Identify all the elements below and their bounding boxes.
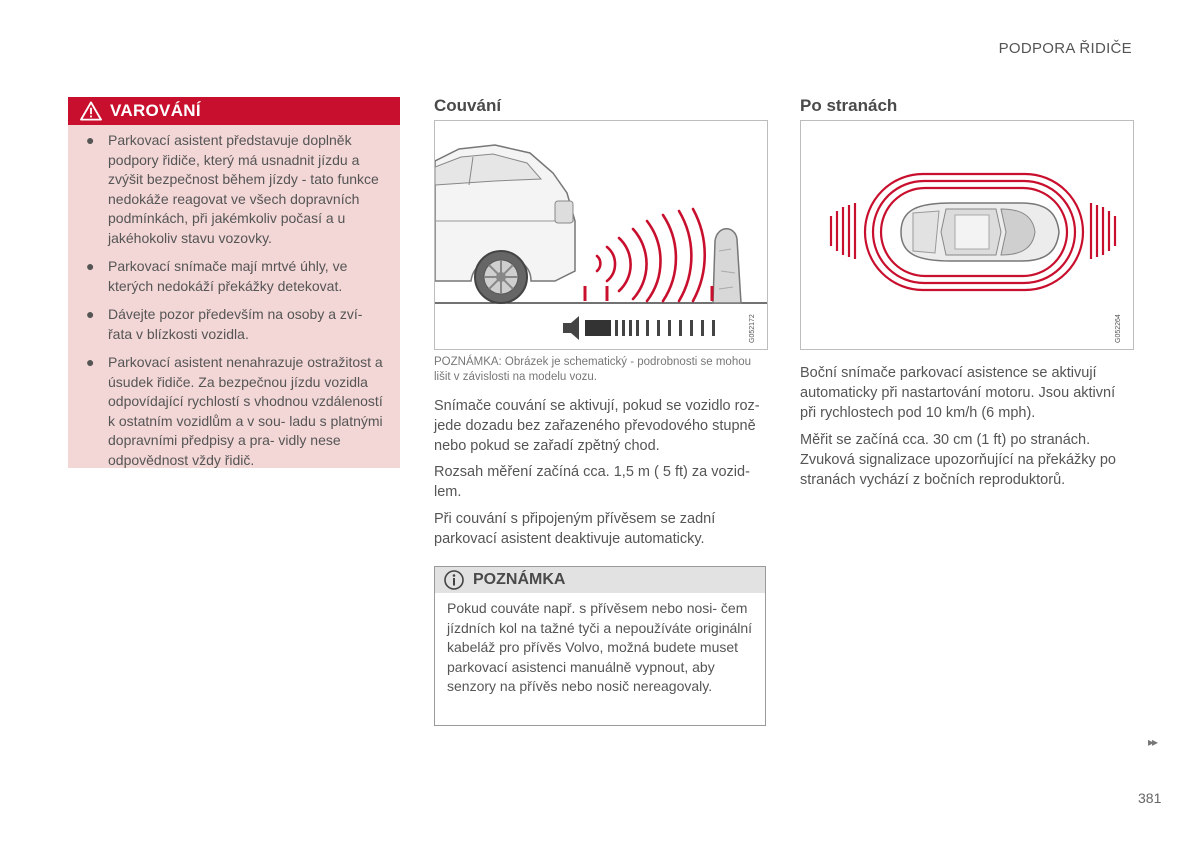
warning-header: [68, 97, 400, 125]
sides-illustration: [801, 121, 1133, 349]
reversing-paragraph: Při couvání s připojeným přívěsem se zadní parkovací asistent deaktivuje automaticky.: [434, 511, 716, 547]
bullet-icon: ●: [86, 132, 95, 148]
figure-code: G052172: [749, 314, 756, 343]
reversing-paragraph: Rozsah měření začíná cca. 1,5 m ( 5 ft) za vozid- lem.: [434, 464, 750, 500]
sides-paragraph: Boční snímače parkovací asistence se aktivují automaticky při nastartování motoru. Jsou aktivní při rychlostech pod 10 km/h (6 mph).: [800, 365, 1116, 421]
warning-item-text: Parkovací asistent nenahrazuje ostražitost a úsudek řidiče. Za bezpečnou jízdu vozidla odpovídající rychlostí s vhodnou vzdáleností k ostatním vozidlům a v sou- ladu s platnými dopravními předpisy a pra- vidly nese odpovědnost vždy řidič.: [108, 354, 383, 468]
warning-item: [82, 305, 388, 344]
sides-paragraph: Měřit se začíná cca. 30 cm (1 ft) po stranách. Zvuková signalizace upozorňující na překážky po stranách vychází z bočních reproduktorů.: [800, 432, 1116, 488]
warning-box: [68, 97, 400, 468]
reversing-paragraph: Snímače couvání se aktivují, pokud se vozidlo roz- jede dozadu bez zařazeného převodového stupně nebo pokud se zařadí zpětný chod.: [434, 398, 760, 454]
info-icon: [443, 569, 465, 591]
note-text: Pokud couváte např. s přívěsem nebo nosi- čem jízdních kol na tažné tyči a nepoužíváte originální kabeláž pro přívěs Volvo, možná budete muset parkovací asistenci manuálně vypnout, aby senzory na přívěs nebo nosič nereagovaly.: [447, 600, 753, 694]
warning-item-text: Dávejte pozor především na osoby a zví- řata v blízkosti vozidla.: [108, 306, 363, 342]
warning-title: VAROVÁNÍ: [110, 101, 201, 120]
reversing-title: Couvání: [434, 96, 502, 115]
note-header: [435, 567, 765, 593]
reversing-illustration: [435, 121, 767, 349]
sides-figure: [800, 120, 1134, 350]
warning-item-text: Parkovací asistent představuje doplněk podpory řidiče, který má usnadnit jízdu a zvýšit bezpečnost během jízdy - tato funkce nedokáže reagovat ve všech dopravních podmínkách, při jakémkoliv počasí a u jakéhokoliv stavu vozovky.: [108, 132, 379, 246]
bullet-icon: ●: [86, 306, 95, 322]
warning-item: [82, 257, 388, 296]
next-page-icon[interactable]: ▸▸: [1148, 735, 1157, 749]
warning-item: [82, 131, 388, 248]
figure-caption: POZNÁMKA: Obrázek je schematický - podrobnosti se mohou lišit v závislosti na modelu vozu.: [434, 356, 752, 383]
reversing-figure: [434, 120, 768, 350]
page-number: 381: [1138, 790, 1162, 806]
page-header-title: PODPORA ŘIDIČE: [998, 40, 1132, 57]
note-box: [434, 566, 766, 726]
warning-item-text: Parkovací snímače mají mrtvé úhly, ve kterých nedokáží překážky detekovat.: [108, 258, 348, 294]
warning-item: [82, 353, 388, 470]
bullet-icon: ●: [86, 258, 95, 274]
warning-triangle-icon: [80, 101, 102, 121]
bullet-icon: ●: [86, 354, 95, 370]
note-title: POZNÁMKA: [473, 571, 566, 588]
figure-code: G052264: [1115, 314, 1122, 343]
sides-title: Po stranách: [800, 96, 898, 115]
warning-list: [68, 125, 400, 470]
